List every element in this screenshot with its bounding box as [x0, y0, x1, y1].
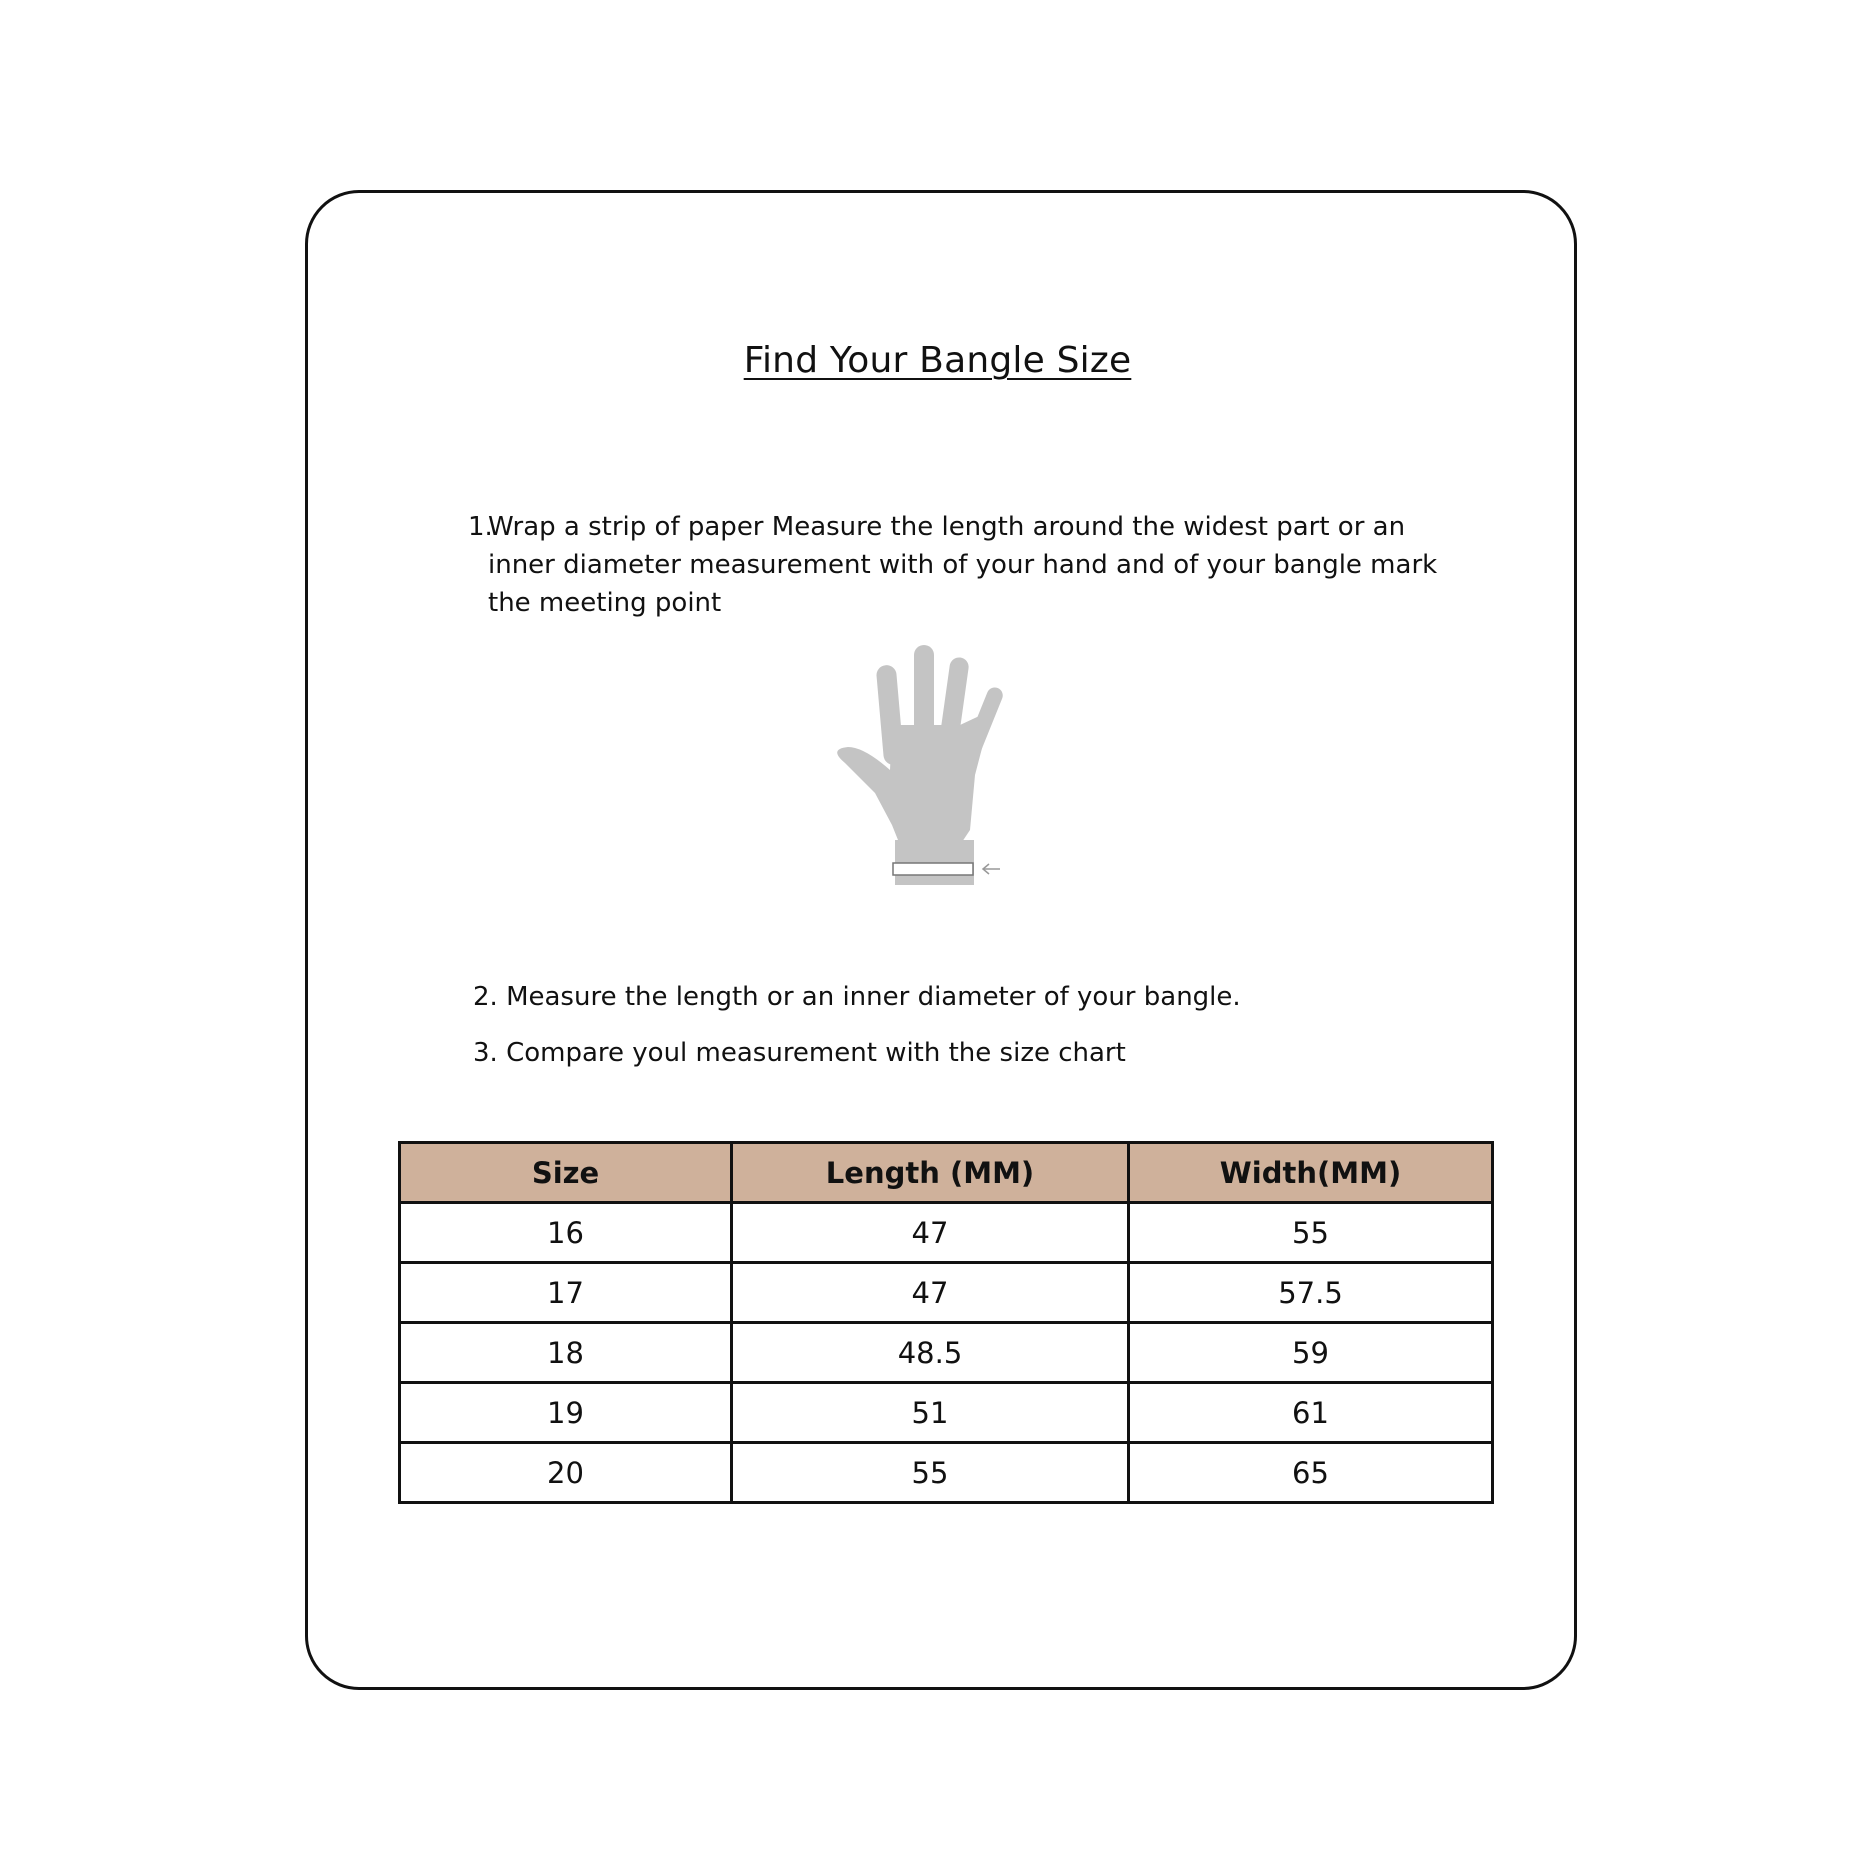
table-cell: 19 — [400, 1383, 732, 1443]
table-cell: 47 — [732, 1263, 1129, 1323]
table-cell: 20 — [400, 1443, 732, 1503]
left-arrow-icon — [983, 864, 1000, 874]
table-cell: 47 — [732, 1203, 1129, 1263]
instruction-step-1 — [468, 508, 1478, 622]
step-text: Wrap a strip of paper Measure the length around the widest part or an inner diameter measurement with of your hand and of your bangle mark the meeting point — [488, 512, 1438, 618]
instruction-step-3: 3. Compare youl measurement with the size chart — [473, 1038, 1126, 1068]
table-row — [400, 1323, 1493, 1383]
table-row — [400, 1383, 1493, 1443]
hand-icon — [837, 645, 1005, 885]
table-cell: 55 — [732, 1443, 1129, 1503]
table-cell: 17 — [400, 1263, 732, 1323]
column-header-width: Width(MM) — [1129, 1143, 1493, 1203]
column-header-size: Size — [400, 1143, 732, 1203]
table-cell: 57.5 — [1129, 1263, 1493, 1323]
hand-with-bangle-icon — [820, 645, 1010, 895]
table-cell: 18 — [400, 1323, 732, 1383]
step-number: 1. — [468, 512, 493, 542]
table-cell: 55 — [1129, 1203, 1493, 1263]
table-row — [400, 1263, 1493, 1323]
table-cell: 65 — [1129, 1443, 1493, 1503]
table-cell: 48.5 — [732, 1323, 1129, 1383]
page-title: Find Your Bangle Size — [743, 340, 1132, 381]
table-cell: 59 — [1129, 1323, 1493, 1383]
table-cell: 51 — [732, 1383, 1129, 1443]
table-header-row — [400, 1143, 1493, 1203]
size-chart-table — [398, 1141, 1494, 1504]
bangle-band — [893, 863, 973, 875]
column-header-length: Length (MM) — [732, 1143, 1129, 1203]
instruction-step-2: 2. Measure the length or an inner diameter of your bangle. — [473, 982, 1241, 1012]
table-row — [400, 1443, 1493, 1503]
table-row — [400, 1203, 1493, 1263]
table-cell: 61 — [1129, 1383, 1493, 1443]
table-cell: 16 — [400, 1203, 732, 1263]
